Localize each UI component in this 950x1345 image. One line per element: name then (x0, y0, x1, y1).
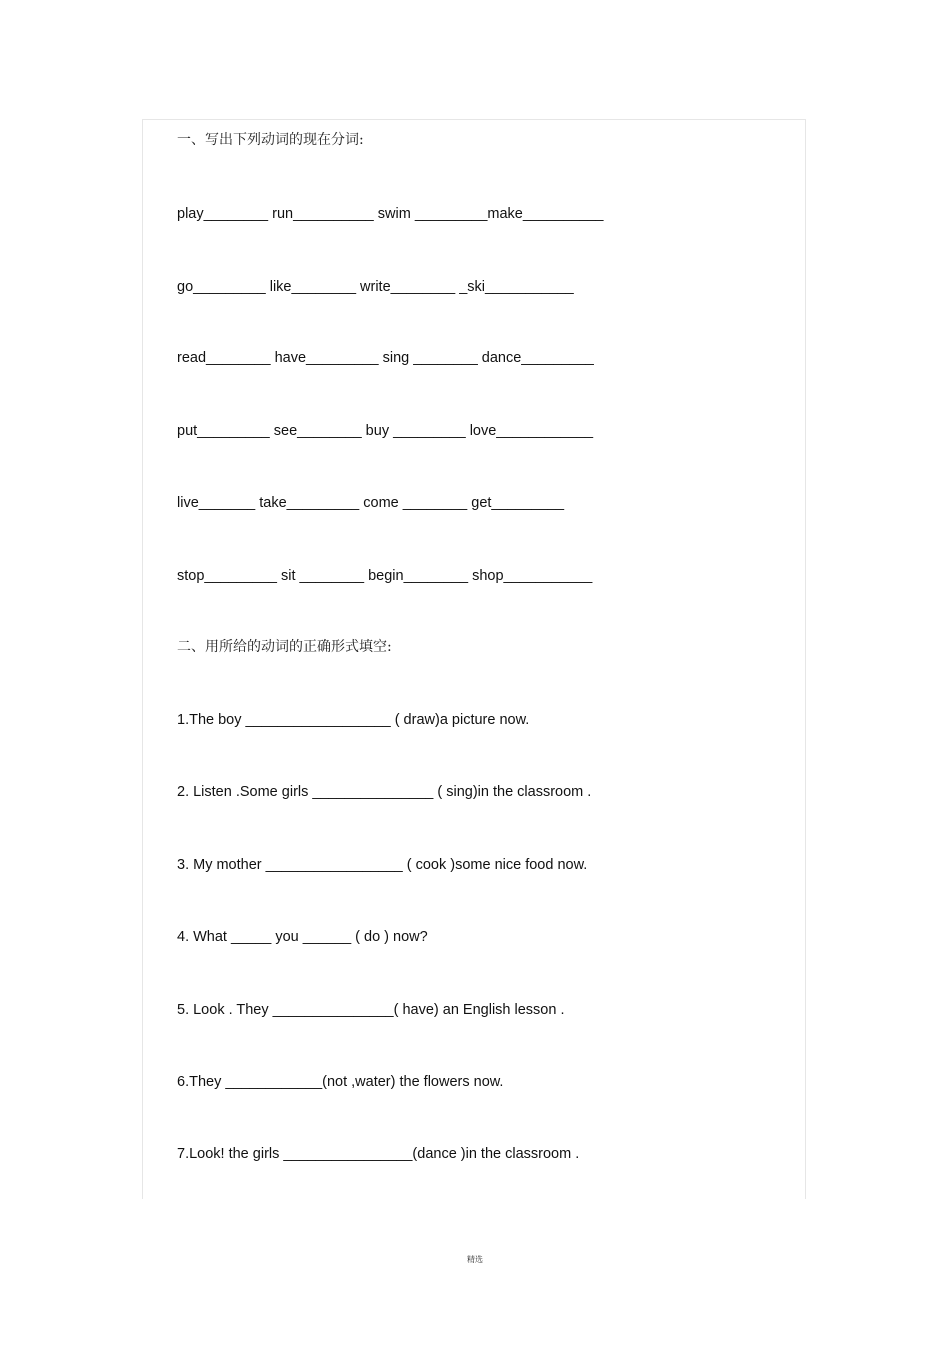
exercise-item-6: 6.They ____________(not ,water) the flowers now. (177, 1074, 504, 1090)
verb-row-1: play________ run__________ swim _________make__________ (177, 206, 604, 222)
exercise-item-1: 1.The boy __________________ ( draw)a picture now. (177, 712, 530, 728)
section-1-heading: 一、写出下列动词的现在分词: (177, 132, 364, 148)
verb-row-5: live_______ take_________ come ________ get_________ (177, 495, 565, 511)
verb-row-4: put_________ see________ buy _________ love____________ (177, 423, 594, 439)
verb-row-3: read________ have_________ sing ________ dance_________ (177, 350, 594, 366)
verb-row-2: go_________ like________ write________ _ski___________ (177, 279, 574, 295)
exercise-item-2: 2. Listen .Some girls _______________ ( sing)in the classroom . (177, 784, 592, 800)
exercise-item-7: 7.Look! the girls ________________(dance )in the classroom . (177, 1146, 580, 1162)
exercise-item-3: 3. My mother _________________ ( cook )some nice food now. (177, 857, 588, 873)
exercise-item-4: 4. What _____ you ______ ( do ) now? (177, 929, 428, 945)
page-footer: 精选 (467, 1255, 483, 1264)
section-2-heading: 二、用所给的动词的正确形式填空: (177, 639, 392, 655)
verb-row-6: stop_________ sit ________ begin________ shop___________ (177, 568, 593, 584)
exercise-item-5: 5. Look . They _______________( have) an English lesson . (177, 1002, 565, 1018)
